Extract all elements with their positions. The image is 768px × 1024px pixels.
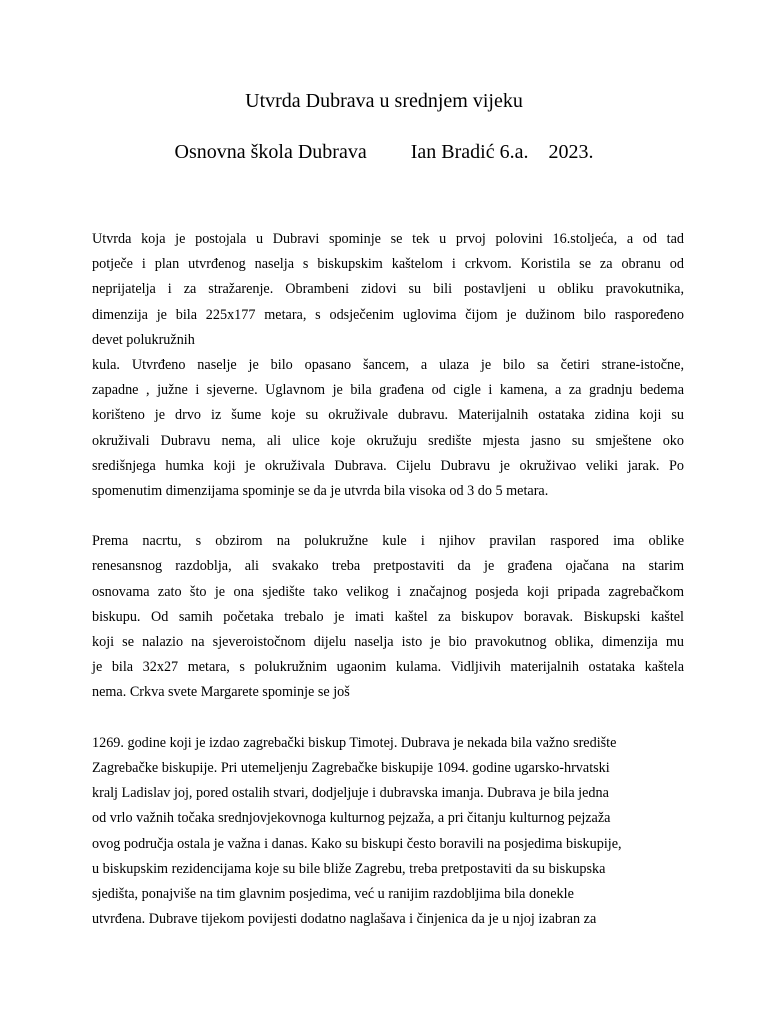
paragraph-spacer	[92, 706, 684, 731]
document-subtitle	[0, 139, 768, 165]
text-line: kralj Ladislav joj, pored ostalih stvari, dodjeljuje i dubravska imanja. Dubrava je bila jedna	[92, 785, 609, 802]
text-line: renesansnog razdoblja, ali svakako treba pretpostaviti da je građena ojačana na starim	[92, 558, 684, 575]
paragraph	[92, 731, 684, 933]
text-line: Prema nacrtu, s obzirom na polukružne kule i njihov pravilan raspored ima oblike	[92, 533, 684, 550]
text-line: spomenutim dimenzijama spominje se da je utvrda bila visoka od 3 do 5 metara.	[92, 482, 549, 499]
text-line: Zagrebačke biskupije. Pri utemeljenju Zagrebačke biskupije 1094. godine ugarsko-hrvatski	[92, 759, 610, 776]
text-line: 1269. godine koji je izdao zagrebački biskup Timotej. Dubrava je nekada bila važno središte	[92, 734, 617, 751]
text-line: okruživali Dubravu nema, ali ulice koje okružuju središte mjesta jasno su smještene oko	[92, 432, 684, 449]
text-line: od vrlo važnih točaka srednjovjekovnoga kulturnog pejzaža, a pri čitanju kulturnog pejzaža	[92, 810, 611, 827]
text-line: korišteno je drvo iz šume koje su okruživale dubravu. Materijalnih ostataka zidina koji su	[92, 407, 684, 424]
text-line: nema. Crkva svete Margarete spominje se još	[92, 684, 350, 701]
document-body	[92, 227, 684, 932]
paragraph	[92, 227, 684, 353]
document-title: Utvrda Dubrava u srednjem vijeku	[245, 90, 523, 112]
text-line: koji se nalazio na sjeveroistočnom dijelu naselja isto je bio pravokutnog oblika, dimenzija mu	[92, 634, 684, 650]
text-line: Utvrda koja je postojala u Dubravi spominje se tek u prvoj polovini 16.stoljeća, a od tad	[92, 231, 684, 247]
paragraph	[92, 529, 684, 705]
text-line: u biskupskim rezidencijama koje su bile bliže Zagrebu, treba pretpostaviti da su biskupska	[92, 860, 606, 877]
text-line: utvrđena. Dubrave tijekom povijesti dodatno naglašava i činjenica da je u njoj izabran za	[92, 911, 597, 928]
paragraph	[92, 353, 684, 504]
text-line: zapadne , južne i sjeverne. Uglavnom je bila građena od cigle i kamena, a za gradnju bedema	[92, 382, 684, 399]
text-line: potječe i plan utvrđenog naselja s biskupskim kaštelom i crkvom. Koristila se za obranu od	[92, 256, 684, 273]
text-line: središnjega humka koji je okruživala Dubrava. Cijelu Dubravu je okruživao veliki jarak. Po	[92, 457, 684, 474]
text-line: sjedišta, ponajviše na tim glavnim posjedima, već u ranijim razdobljima bila donekle	[92, 885, 574, 902]
school-name: Osnovna škola Dubrava	[174, 141, 367, 163]
text-line: neprijatelja i za stražarenje. Obrambeni zidovi su bili postavljeni u obliku pravokutnika,	[92, 281, 684, 298]
text-line: devet polukružnih	[92, 331, 195, 348]
text-line: kula. Utvrđeno naselje je bilo opasano šancem, a ulaza je bilo sa četiri strane-istočne,	[92, 356, 684, 373]
text-line: je bila 32x27 metara, s polukružnim ugaonim kulama. Vidljivih materijalnih ostataka kaštela	[92, 659, 684, 676]
text-line: biskupu. Od samih početaka trebalo je imati kaštel za biskupov boravak. Biskupski kaštel	[92, 608, 684, 625]
document-year: 2023.	[548, 141, 594, 163]
text-line: dimenzija je bila 225x177 metara, s odsječenim uglovima čijom je dužinom bilo raspoređeno	[92, 306, 684, 323]
text-line: ovog područja ostala je važna i danas. Kako su biskupi često boravili na posjedima biskupije,	[92, 835, 622, 852]
author-name: Ian Bradić 6.a.	[410, 141, 529, 163]
paragraph-spacer	[92, 504, 684, 529]
text-line: osnovama zato što je ona sjedište tako velikog i značajnog posjeda koji pripada zagrebačkom	[92, 583, 684, 600]
